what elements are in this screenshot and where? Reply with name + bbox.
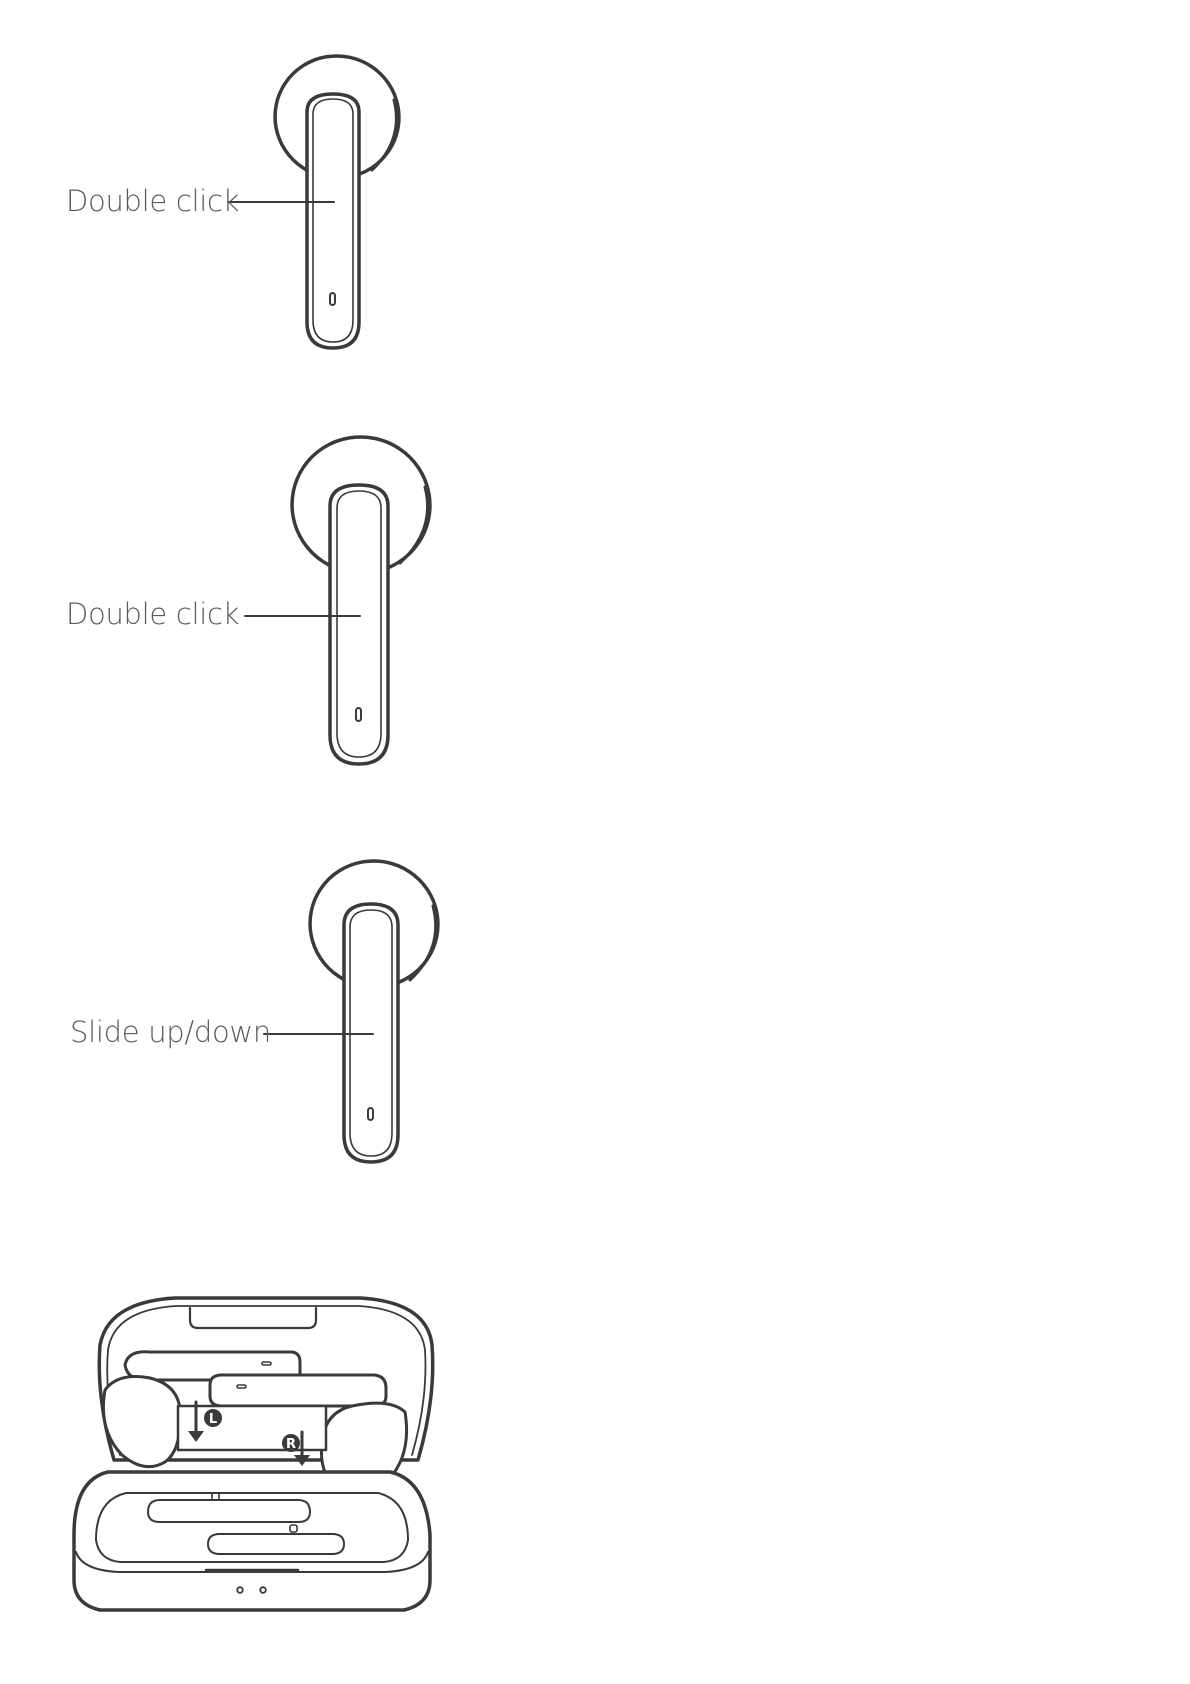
left-marker-label: L [208,1412,218,1427]
right-marker-label: R [285,1437,297,1452]
figure-3-label: Slide up/down [70,1015,271,1049]
earbud-3-icon [264,849,450,1162]
earbud-2-icon [245,424,443,764]
charging-case-icon [74,1298,433,1610]
figure-1-label: Double click [66,184,240,218]
figure-2-label: Double click [66,597,240,631]
earbud-1-icon [228,44,410,348]
